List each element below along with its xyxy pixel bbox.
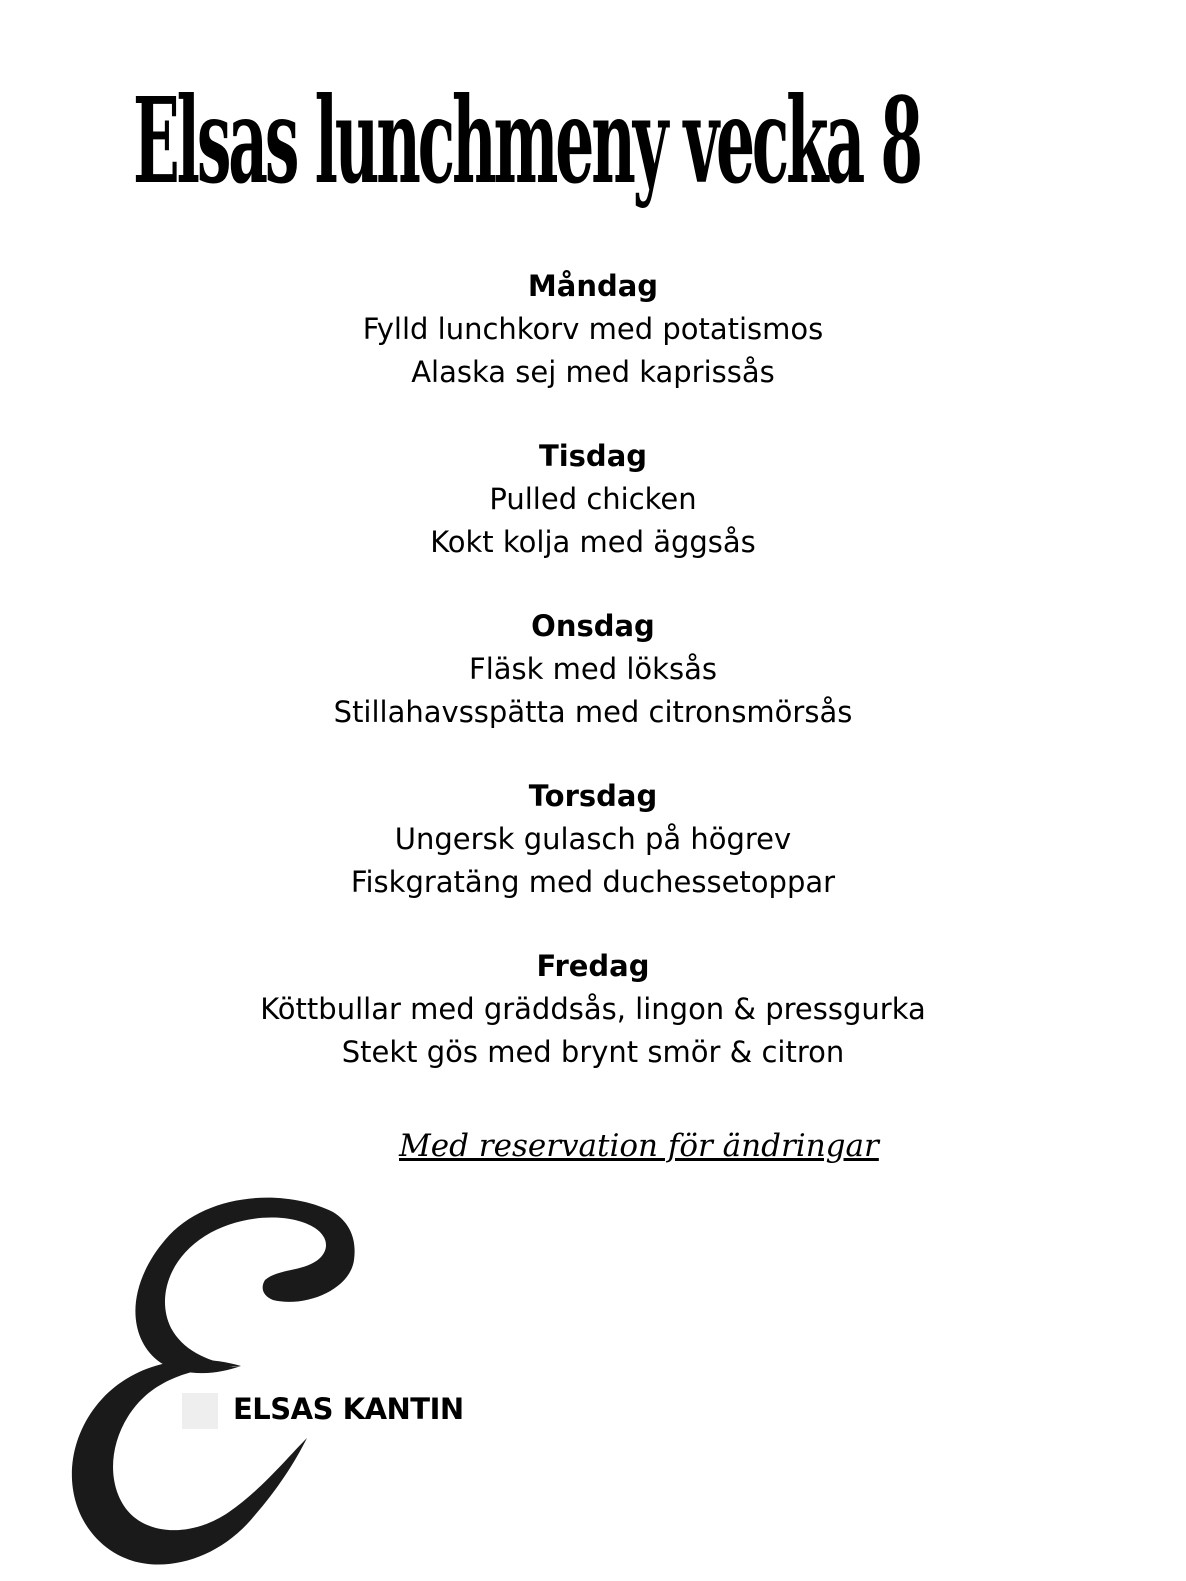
menu-title-text: Elsas lunchmeny vecka 8 <box>133 71 921 210</box>
logo-square <box>182 1393 218 1429</box>
dish: Fylld lunchkorv med potatismos <box>362 312 824 346</box>
dish: Alaska sej med kaprissås <box>411 355 775 389</box>
day-wednesday <box>0 605 1186 775</box>
script-letter-e-icon <box>65 1190 385 1570</box>
day-thursday <box>0 775 1186 945</box>
dish: Pulled chicken <box>489 482 697 516</box>
day-monday <box>0 265 1186 435</box>
day-tuesday <box>0 435 1186 605</box>
logo <box>65 1190 385 1570</box>
weekly-menu <box>0 265 1186 1115</box>
day-friday <box>0 945 1186 1115</box>
dish: Kokt kolja med äggsås <box>430 525 756 559</box>
brand-name: ELSAS KANTIN <box>233 1392 464 1426</box>
day-name: Onsdag <box>531 609 655 643</box>
dish: Stillahavsspätta med citronsmörsås <box>333 695 853 729</box>
day-name: Fredag <box>536 949 650 983</box>
dish: Köttbullar med gräddsås, lingon & pressgurka <box>260 992 926 1026</box>
menu-title <box>0 56 1186 226</box>
dish: Stekt gös med brynt smör & citron <box>341 1035 845 1069</box>
day-name: Tisdag <box>538 439 648 473</box>
dish: Fiskgratäng med duchessetoppar <box>350 865 836 899</box>
day-name: Måndag <box>527 269 659 303</box>
dish: Ungersk gulasch på högrev <box>394 822 792 856</box>
day-name: Torsdag <box>528 779 658 813</box>
dish: Fläsk med löksås <box>469 652 717 686</box>
reservation-note: Med reservation för ändringar <box>399 1128 879 1164</box>
